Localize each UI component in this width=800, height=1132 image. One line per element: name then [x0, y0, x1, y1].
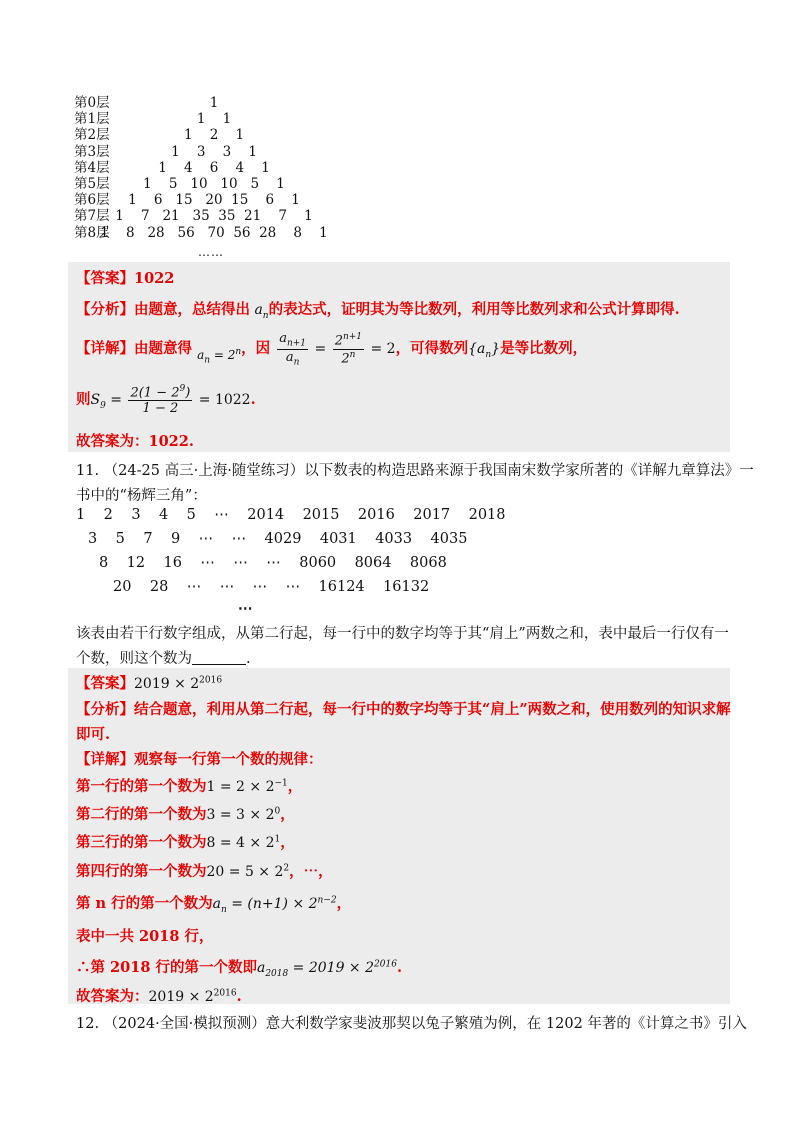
- number-table-row-5: ⋯: [238, 600, 253, 617]
- row3-first-number: 第三行的第一个数为$8 = 4 \times 2^1$，: [76, 834, 295, 851]
- answer-line-11: 【答案】$2019 \times 2^{2016}$: [76, 675, 223, 692]
- triangle-row-numbers: 1 3 3 1: [171, 143, 257, 160]
- analysis-line-11b: 即可.: [76, 726, 111, 743]
- triangle-row-numbers: 1 7 21 35 35 21 7 1: [115, 208, 313, 225]
- row-n-first-number: 第 n 行的第一个数为$a_n = (n+1) \times 2^{n-2}$，: [76, 895, 352, 915]
- conclusion-line-11: 故答案为：$2019 \times 2^{2016}$.: [76, 988, 242, 1005]
- triangle-row: [74, 192, 314, 208]
- triangle-row: [74, 208, 314, 224]
- triangle-row: [74, 224, 328, 241]
- row4-first-number: 第四行的第一个数为$20 = 5 \times 2^2$，⋯，: [76, 863, 333, 880]
- row2-first-number: 第二行的第一个数为$3 = 3 \times 2^0$，: [76, 806, 295, 823]
- triangle-ellipsis: ……: [198, 245, 224, 259]
- triangle-row-label: 第4层: [74, 159, 110, 176]
- triangle-row-numbers: 1: [209, 95, 219, 111]
- question-11-line-2: 书中的“杨辉三角”：: [76, 488, 207, 504]
- detail-line-11: 【详解】观察每一行第一个数的规律：: [76, 751, 323, 768]
- question-11-line-1: 11. （24-25 高三·上海·随堂练习）以下数表的构造思路来源于我国南宋数学家所著的《详解九章算法》一: [76, 463, 754, 479]
- number-table-row-2: 3 5 7 9 ⋯ ⋯ 4029 4031 4033 4035: [88, 531, 468, 547]
- triangle-row-numbers: 1 6 15 20 15 6 1: [128, 192, 300, 209]
- triangle-row-numbers: 1 1: [196, 111, 232, 128]
- triangle-row-label: 第6层: [74, 192, 110, 209]
- triangle-row: [74, 176, 314, 192]
- row1-first-number: 第一行的第一个数为$1 = 2 \times 2^{-1}$，: [76, 778, 303, 795]
- triangle-row-label: 第7层: [74, 208, 110, 225]
- number-table-row-4: 20 28 ⋯ ⋯ ⋯ ⋯ 16124 16132: [113, 579, 430, 595]
- question-12-line-1: 12. （2024·全国·模拟预测）意大利数学家斐波那契以兔子繁殖为例，在 1202 年著的《计算之书》引入: [76, 1016, 747, 1032]
- triangle-row-label: 第1层: [74, 111, 110, 128]
- triangle-row-numbers: 1 5 10 10 5 1: [143, 175, 285, 192]
- total-rows-line: 表中一共 2018 行，: [76, 928, 214, 945]
- answer-blank: [192, 650, 246, 665]
- number-table-row-3: 8 12 16 ⋯ ⋯ ⋯ 8060 8064 8068: [99, 555, 447, 571]
- triangle-row: [74, 127, 314, 143]
- triangle-row: [74, 144, 314, 160]
- detail-line-10: 【详解】由题意得 $_{a_n = 2^n}$，因 $\frac{a_{n+1}}{a_n}$ = $\frac{2^{n+1}}{2^n}$ = 2，可得数列$\{a_n\}$是等比数列，: [76, 331, 588, 368]
- triangle-row-label: 第5层: [74, 175, 110, 192]
- triangle-row-label: 第3层: [74, 143, 110, 160]
- question-11-desc-1: 该表由若干行数字组成，从第二行起，每一行中的数字均等于其“肩上”两数之和，表中最后一行仅有一: [76, 626, 729, 642]
- analysis-line-11a: 【分析】结合题意，利用从第二行起，每一行中的数字均等于其“肩上”两数之和，使用数列的知识求解: [76, 701, 731, 718]
- answer-line-10: 【答案】1022: [76, 270, 175, 287]
- conclusion-line-10: 故答案为：1022.: [76, 433, 194, 450]
- sum-line-10: 则$S_9$ = $\frac{2(1 - 2^9)}{1 - 2}$ = 1022.: [76, 384, 256, 417]
- row-2018-first-number: ∴第 2018 行的第一个数即$a_{2018} = 2019 \times 2^{2016}$.: [76, 959, 402, 979]
- pascal-triangle: [74, 95, 328, 241]
- analysis-line-10: 【分析】由题意，总结得出 $a_n$的表达式，证明其为等比数列，利用等比数列求和公式计算即得.: [76, 301, 680, 321]
- triangle-row: [74, 111, 314, 127]
- triangle-row: [74, 95, 314, 111]
- triangle-row-numbers: 1 4 6 4 1: [158, 159, 270, 176]
- triangle-row: [74, 160, 314, 176]
- triangle-row-label: 第8层: [74, 224, 110, 241]
- triangle-row-numbers: 1 2 1: [183, 127, 245, 144]
- triangle-row-label: 第0层: [74, 95, 110, 111]
- number-table-row-1: 1 2 3 4 5 ⋯ 2014 2015 2016 2017 2018: [76, 507, 506, 523]
- triangle-row-label: 第2层: [74, 127, 110, 144]
- triangle-row-numbers: 1 8 28 56 70 56 28 8 1: [100, 224, 328, 241]
- question-11-desc-2: 个数，则这个数为 .: [76, 651, 251, 667]
